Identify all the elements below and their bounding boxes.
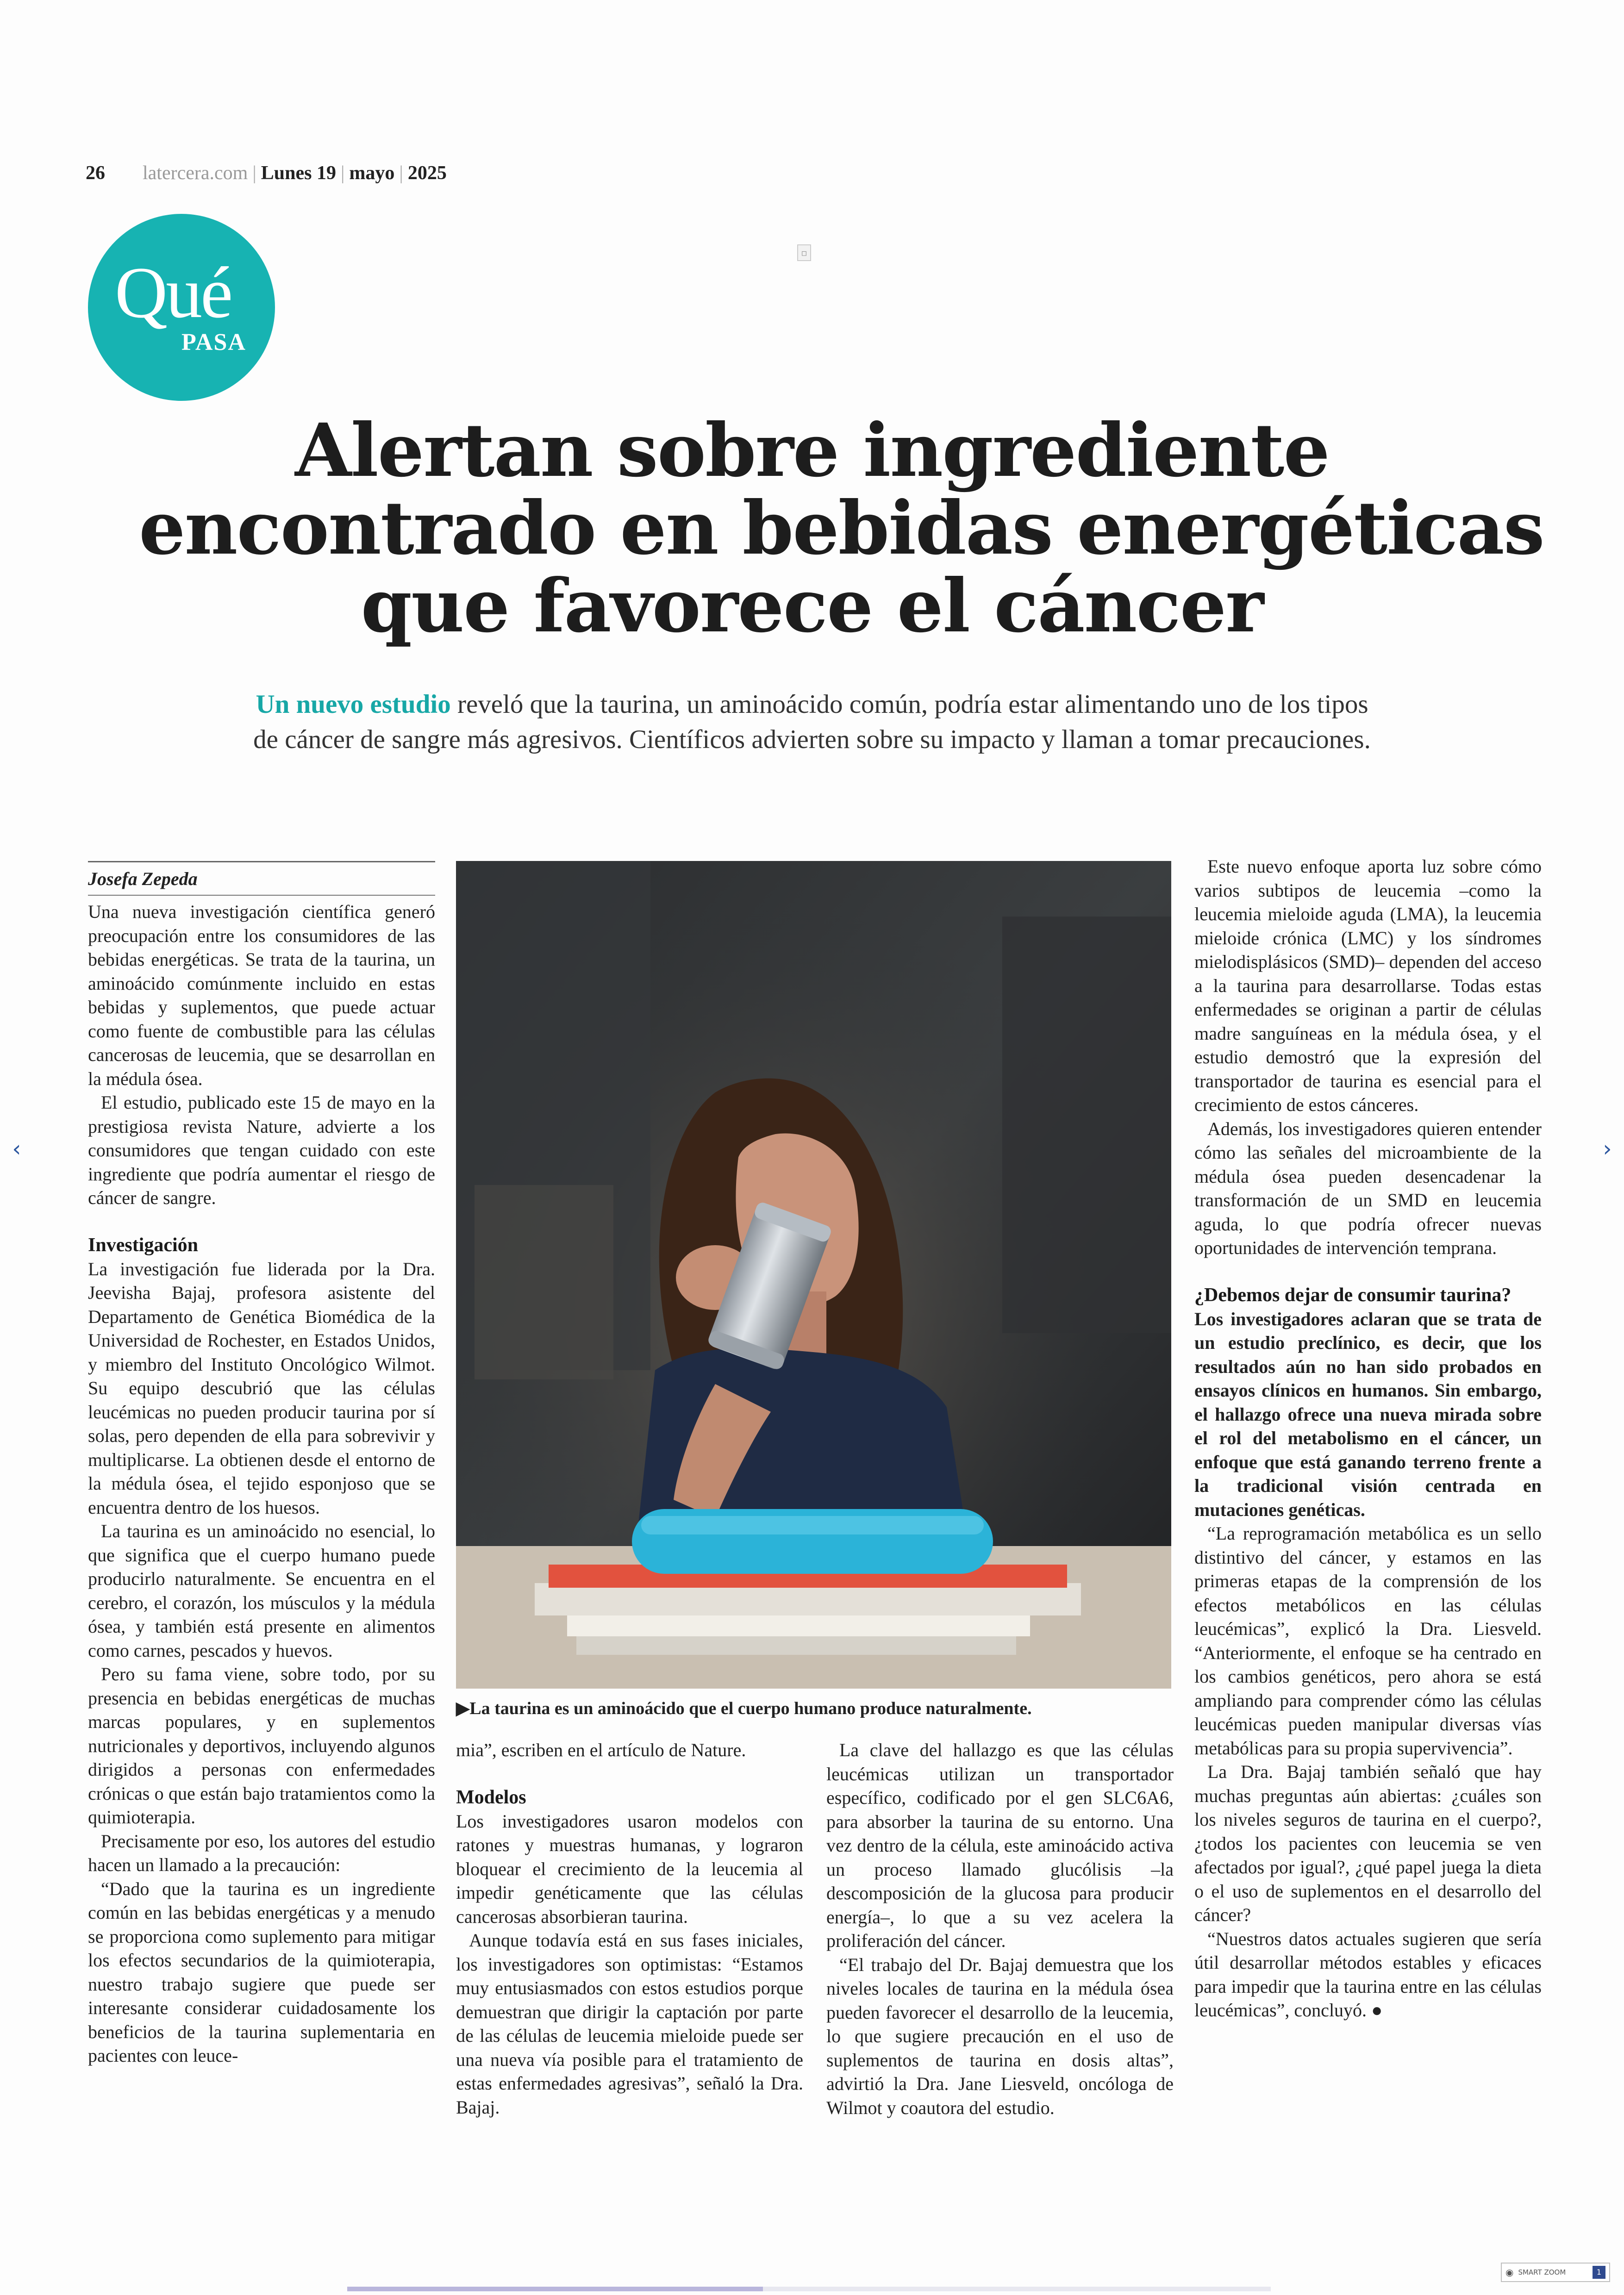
- article-photo: [456, 861, 1171, 1689]
- paragraph: La Dra. Bajaj también señaló que hay muchas preguntas aún abiertas: ¿cuáles son los niveles seguros de taurina en el cuerpo?, ¿todos los pacientes con leucemia se ven afectados por igual?, ¿qué papel juega la dieta o el uso de suplementos en el desarrollo del cáncer?: [1194, 1761, 1542, 1925]
- caption-text: La taurina es un aminoácido que el cuerpo humano produce naturalmente.: [469, 1699, 1032, 1718]
- logo-que: Qué: [115, 252, 231, 333]
- article-column-2: [456, 1738, 803, 2119]
- byline: Josefa Zepeda: [88, 868, 198, 889]
- site-name: latercera.com: [143, 162, 248, 184]
- logo-pasa: PASA: [181, 329, 246, 355]
- subheading-debemos-dejar: ¿Debemos dejar de consumir taurina?: [1194, 1284, 1512, 1306]
- deck-line-1: reveló que la taurina, un aminoácido común, podría estar alimentando uno de los tipos: [450, 690, 1368, 719]
- article-column-4: [1194, 854, 1542, 2022]
- deck-line-2: de cáncer de sangre más agresivos. Científicos advierten sobre su impacto y llaman a tomar precauciones.: [253, 725, 1371, 754]
- page-indicator: 1: [1593, 2266, 1605, 2279]
- paragraph: “El trabajo del Dr. Bajaj demuestra que los niveles locales de taurina en la médula ósea pueden favorecer el desarrollo de la leucemia, lo que sugiere precaución en el uso de suplementos de taurina en dosis altas”, advirtió la Dra. Jane Liesveld, oncóloga de Wilmot y coautora del estudio.: [826, 1954, 1174, 2118]
- caption-triangle-icon: ▶: [456, 1699, 470, 1718]
- smart-zoom-button[interactable]: [1501, 2263, 1610, 2282]
- page-progress-fill: [347, 2287, 763, 2291]
- chevron-left-icon[interactable]: ‹: [12, 1136, 21, 1162]
- headline-line-2: encontrado en bebidas energéticas: [139, 486, 1544, 571]
- paragraph: Una nueva investigación científica generó preocupación entre los consumidores de las bebidas energéticas. Se trata de la taurina, un aminoácido comúnmente incluido en estas bebidas y suplementos, que puede actuar como fuente de combustible para las células cancerosas de leucemia, que se desarrollan en la médula ósea.: [88, 901, 435, 1089]
- article-column-1: [88, 900, 435, 2068]
- date-year: 2025: [407, 162, 447, 184]
- date-month: mayo: [349, 162, 395, 184]
- paragraph: [1194, 1927, 1542, 2022]
- end-mark-icon: ●: [1371, 2000, 1383, 2021]
- paragraph-bold: Los investigadores aclaran que se trata de un estudio preclínico, es decir, que los resultados aún no han sido probados en ensayos clínicos en humanos. Sin embargo, el hallazgo ofrece una nueva mirada sobre el rol del metabolismo en el cáncer, un enfoque que está ganando terreno frente a la tradicional visión centrada en mutaciones genéticas.: [1194, 1308, 1542, 1520]
- deck: [153, 687, 1471, 757]
- paragraph: La investigación fue liderada por la Dra. Jeevisha Bajaj, profesora asistente del Departamento de Genética Biomédica de la Universidad de Rochester, en Estados Unidos, y miembro del Instituto Oncológico Wilmot. Su equipo descubrió que las células leucémicas no pueden producir taurina por sí solas, pero dependen de ella para sobrevivir y multiplicarse. La obtienen desde el entorno de la médula ósea, el tejido esponjoso que se encuentra dentro de los huesos.: [88, 1258, 435, 1518]
- paragraph: La clave del hallazgo es que las células leucémicas utilizan un transportador específico, codificado por el gen SLC6A6, para absorber la taurina de su entorno. Una vez dentro de la célula, este aminoácido activa un proceso llamado glucólisis –la descomposición de la glucosa para producir energía–, lo que a su vez acelera la proliferación del cáncer.: [826, 1740, 1174, 1951]
- article-column-3: [826, 1738, 1174, 2120]
- chevron-right-icon[interactable]: ›: [1603, 1136, 1612, 1162]
- paragraph: Además, los investigadores quieren entender cómo las señales del microambiente de la médula ósea pueden desencadenar la transformación de un SMD en leucemia aguda, lo que podría ofrecer nuevas oportunidades de intervención temprana.: [1194, 1118, 1542, 1258]
- page-marker-icon: ▫: [797, 244, 811, 261]
- closing-paragraph-text: “Nuestros datos actuales sugieren que sería útil desarrollar métodos estables y eficaces para impedir que la taurina entre en las células leucémicas”, concluyó.: [1194, 1928, 1542, 2021]
- paragraph: La taurina es un aminoácido no esencial, lo que significa que el cuerpo humano puede producirlo naturalmente. Se encuentra en el cerebro, el corazón, los músculos y la médula ósea, y también está presente en alimentos como carnes, pescados y huevos.: [88, 1521, 435, 1661]
- paragraph: mia”, escriben en el artículo de Nature.: [456, 1740, 746, 1760]
- paragraph: Pero su fama viene, sobre todo, por su presencia en bebidas energéticas de muchas marcas populares, y en suplementos nutricionales y deportivos, incluyendo algunos dirigidos a personas con enfermedades crónicas o que están bajo tratamientos como la quimioterapia.: [88, 1664, 435, 1827]
- date-day: Lunes 19: [261, 162, 336, 184]
- subheading-investigacion: Investigación: [88, 1234, 199, 1256]
- woman-drinking-can-illustration: [456, 861, 1171, 1689]
- deck-lead: Un nuevo estudio: [256, 690, 451, 719]
- headline: [139, 408, 1544, 649]
- photo-caption: [456, 1697, 1171, 1720]
- section-logo: [88, 214, 275, 401]
- page-progress-bar[interactable]: [347, 2287, 1271, 2291]
- paragraph: “La reprogramación metabólica es un sello distintivo del cáncer, y estamos en las primeras etapas de la comprensión de los efectos metabólicos en las células leucémicas”, explicó la Dra. Liesveld. “Anteriormente, el enfoque se ha centrado en los cambios genéticos, pero ahora se está ampliando para comprender cómo las células leucémicas pueden manipular diversas vías metabólicas para su propia supervivencia”.: [1194, 1523, 1542, 1759]
- paragraph: “Dado que la taurina es un ingrediente común en las bebidas energéticas y a menudo se proporciona como suplemento para mitigar los efectos secundarios de la quimioterapia, nuestro trabajo sugiere que puede ser interesante considerar cuidadosamente los beneficios de la taurina suplementaria en pacientes con leuce-: [88, 1878, 435, 2066]
- page-header: 26 latercera.com | Lunes 19 | mayo | 2025: [86, 162, 447, 184]
- subheading-modelos: Modelos: [456, 1786, 526, 1808]
- headline-line-1: Alertan sobre ingrediente: [295, 408, 1329, 493]
- paragraph: Aunque todavía está en sus fases iniciales, los investigadores son optimistas: “Estamos muy entusiasmados con estos estudios porque demuestran que dirigir la captación por parte de las células de leucemia mieloide puede ser una nueva vía posible para el tratamiento de estas enfermedades agresivas”, señaló la Dra. Bajaj.: [456, 1930, 803, 2118]
- smart-zoom-label: SMART ZOOM: [1518, 2268, 1566, 2276]
- page-number: 26: [86, 162, 105, 184]
- paragraph: Precisamente por eso, los autores del estudio hacen un llamado a la precaución:: [88, 1830, 435, 1875]
- paragraph: Este nuevo enfoque aporta luz sobre cómo varios subtipos de leucemia –como la leucemia mieloide aguda (LMA), la leucemia mieloide crónica (LMC) y los síndromes mielodisplásicos (SMD)– dependen del acceso a la taurina para desarrollarse. Todas estas enfermedades se originan a partir de células madre sanguíneas en la médula ósea, y el estudio demostró que la expresión del transportador de taurina es esencial para el crecimiento de estos cánceres.: [1194, 856, 1542, 1115]
- paragraph: Los investigadores usaron modelos con ratones y muestras humanas, y lograron bloquear el crecimiento de la leucemia al impedir genéticamente que las células cancerosas absorbieran taurina.: [456, 1810, 803, 1927]
- paragraph: El estudio, publicado este 15 de mayo en la prestigiosa revista Nature, advierte a los consumidores que tengan cuidado con este ingrediente que podría aumentar el riesgo de cáncer de sangre.: [88, 1092, 435, 1208]
- eye-icon: ◉: [1505, 2267, 1514, 2278]
- headline-line-3: que favorece el cáncer: [361, 563, 1263, 649]
- byline-box: [88, 861, 435, 896]
